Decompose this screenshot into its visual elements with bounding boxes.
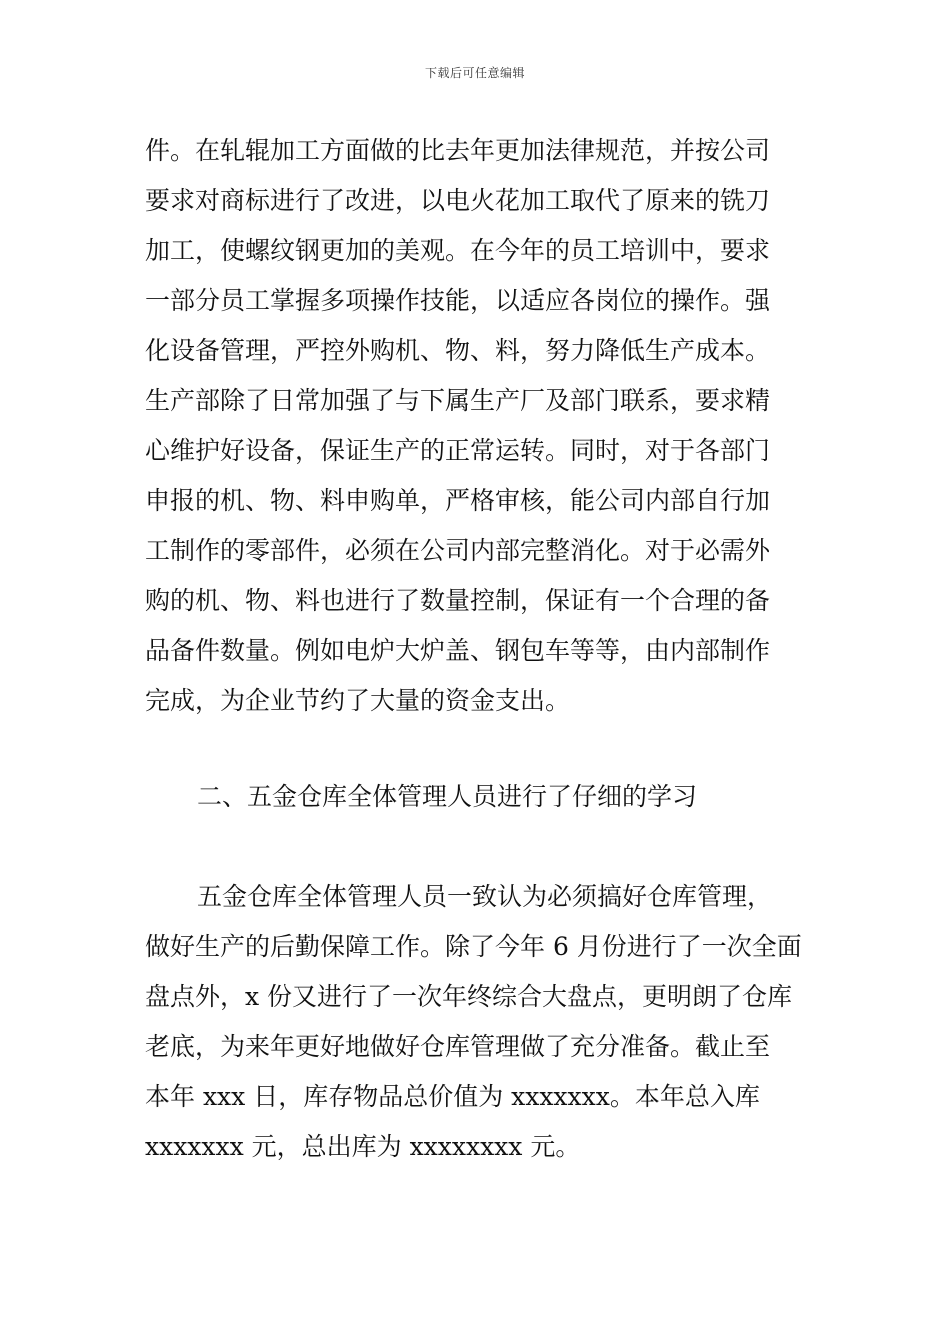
paragraph-production bbox=[145, 126, 810, 726]
text-line: 做好生产的后勤保障工作。除了今年 6 月份进行了一次全面 bbox=[145, 932, 802, 961]
text-line: 件。在轧辊加工方面做的比去年更加法律规范，并按公司 bbox=[145, 136, 771, 165]
text-line: 申报的机、物、料申购单，严格审核，能公司内部自行加 bbox=[145, 486, 771, 515]
text-line: 完成，为企业节约了大量的资金支出。 bbox=[145, 686, 571, 715]
text-line: 化设备管理，严控外购机、物、料，努力降低生产成本。 bbox=[145, 336, 771, 365]
text-line: 生产部除了日常加强了与下属生产厂及部门联系，要求精 bbox=[145, 386, 771, 415]
page-header: 下载后可任意编辑 bbox=[424, 66, 525, 80]
section-heading: 二、五金仓库全体管理人员进行了仔细的学习 bbox=[197, 782, 698, 811]
paragraph-warehouse bbox=[145, 872, 810, 1172]
text-line: 品备件数量。例如电炉大炉盖、钢包车等等，由内部制作 bbox=[145, 636, 771, 665]
text-line: xxxxxxx 元，总出库为 xxxxxxxx 元。 bbox=[145, 1132, 581, 1161]
text-line: 要求对商标进行了改进，以电火花加工取代了原来的铣刀 bbox=[145, 186, 771, 215]
text-line: 五金仓库全体管理人员一致认为必须搞好仓库管理， bbox=[197, 882, 773, 911]
text-line: 工制作的零部件，必须在公司内部完整消化。对于必需外 bbox=[145, 536, 771, 565]
text-line: 购的机、物、料也进行了数量控制，保证有一个合理的备 bbox=[145, 586, 771, 615]
text-line: 盘点外，x 份又进行了一次年终综合大盘点，更明朗了仓库 bbox=[145, 982, 793, 1011]
text-line: 加工，使螺纹钢更加的美观。在今年的员工培训中，要求 bbox=[145, 236, 771, 265]
text-line: 心维护好设备，保证生产的正常运转。同时，对于各部门 bbox=[145, 436, 771, 465]
text-line: 老底，为来年更好地做好仓库管理做了充分准备。截止至 bbox=[145, 1032, 771, 1061]
text-line: 一部分员工掌握多项操作技能，以适应各岗位的操作。强 bbox=[145, 286, 771, 315]
text-line: 本年 xxx 日，库存物品总价值为 xxxxxxx。本年总入库 bbox=[145, 1082, 760, 1111]
